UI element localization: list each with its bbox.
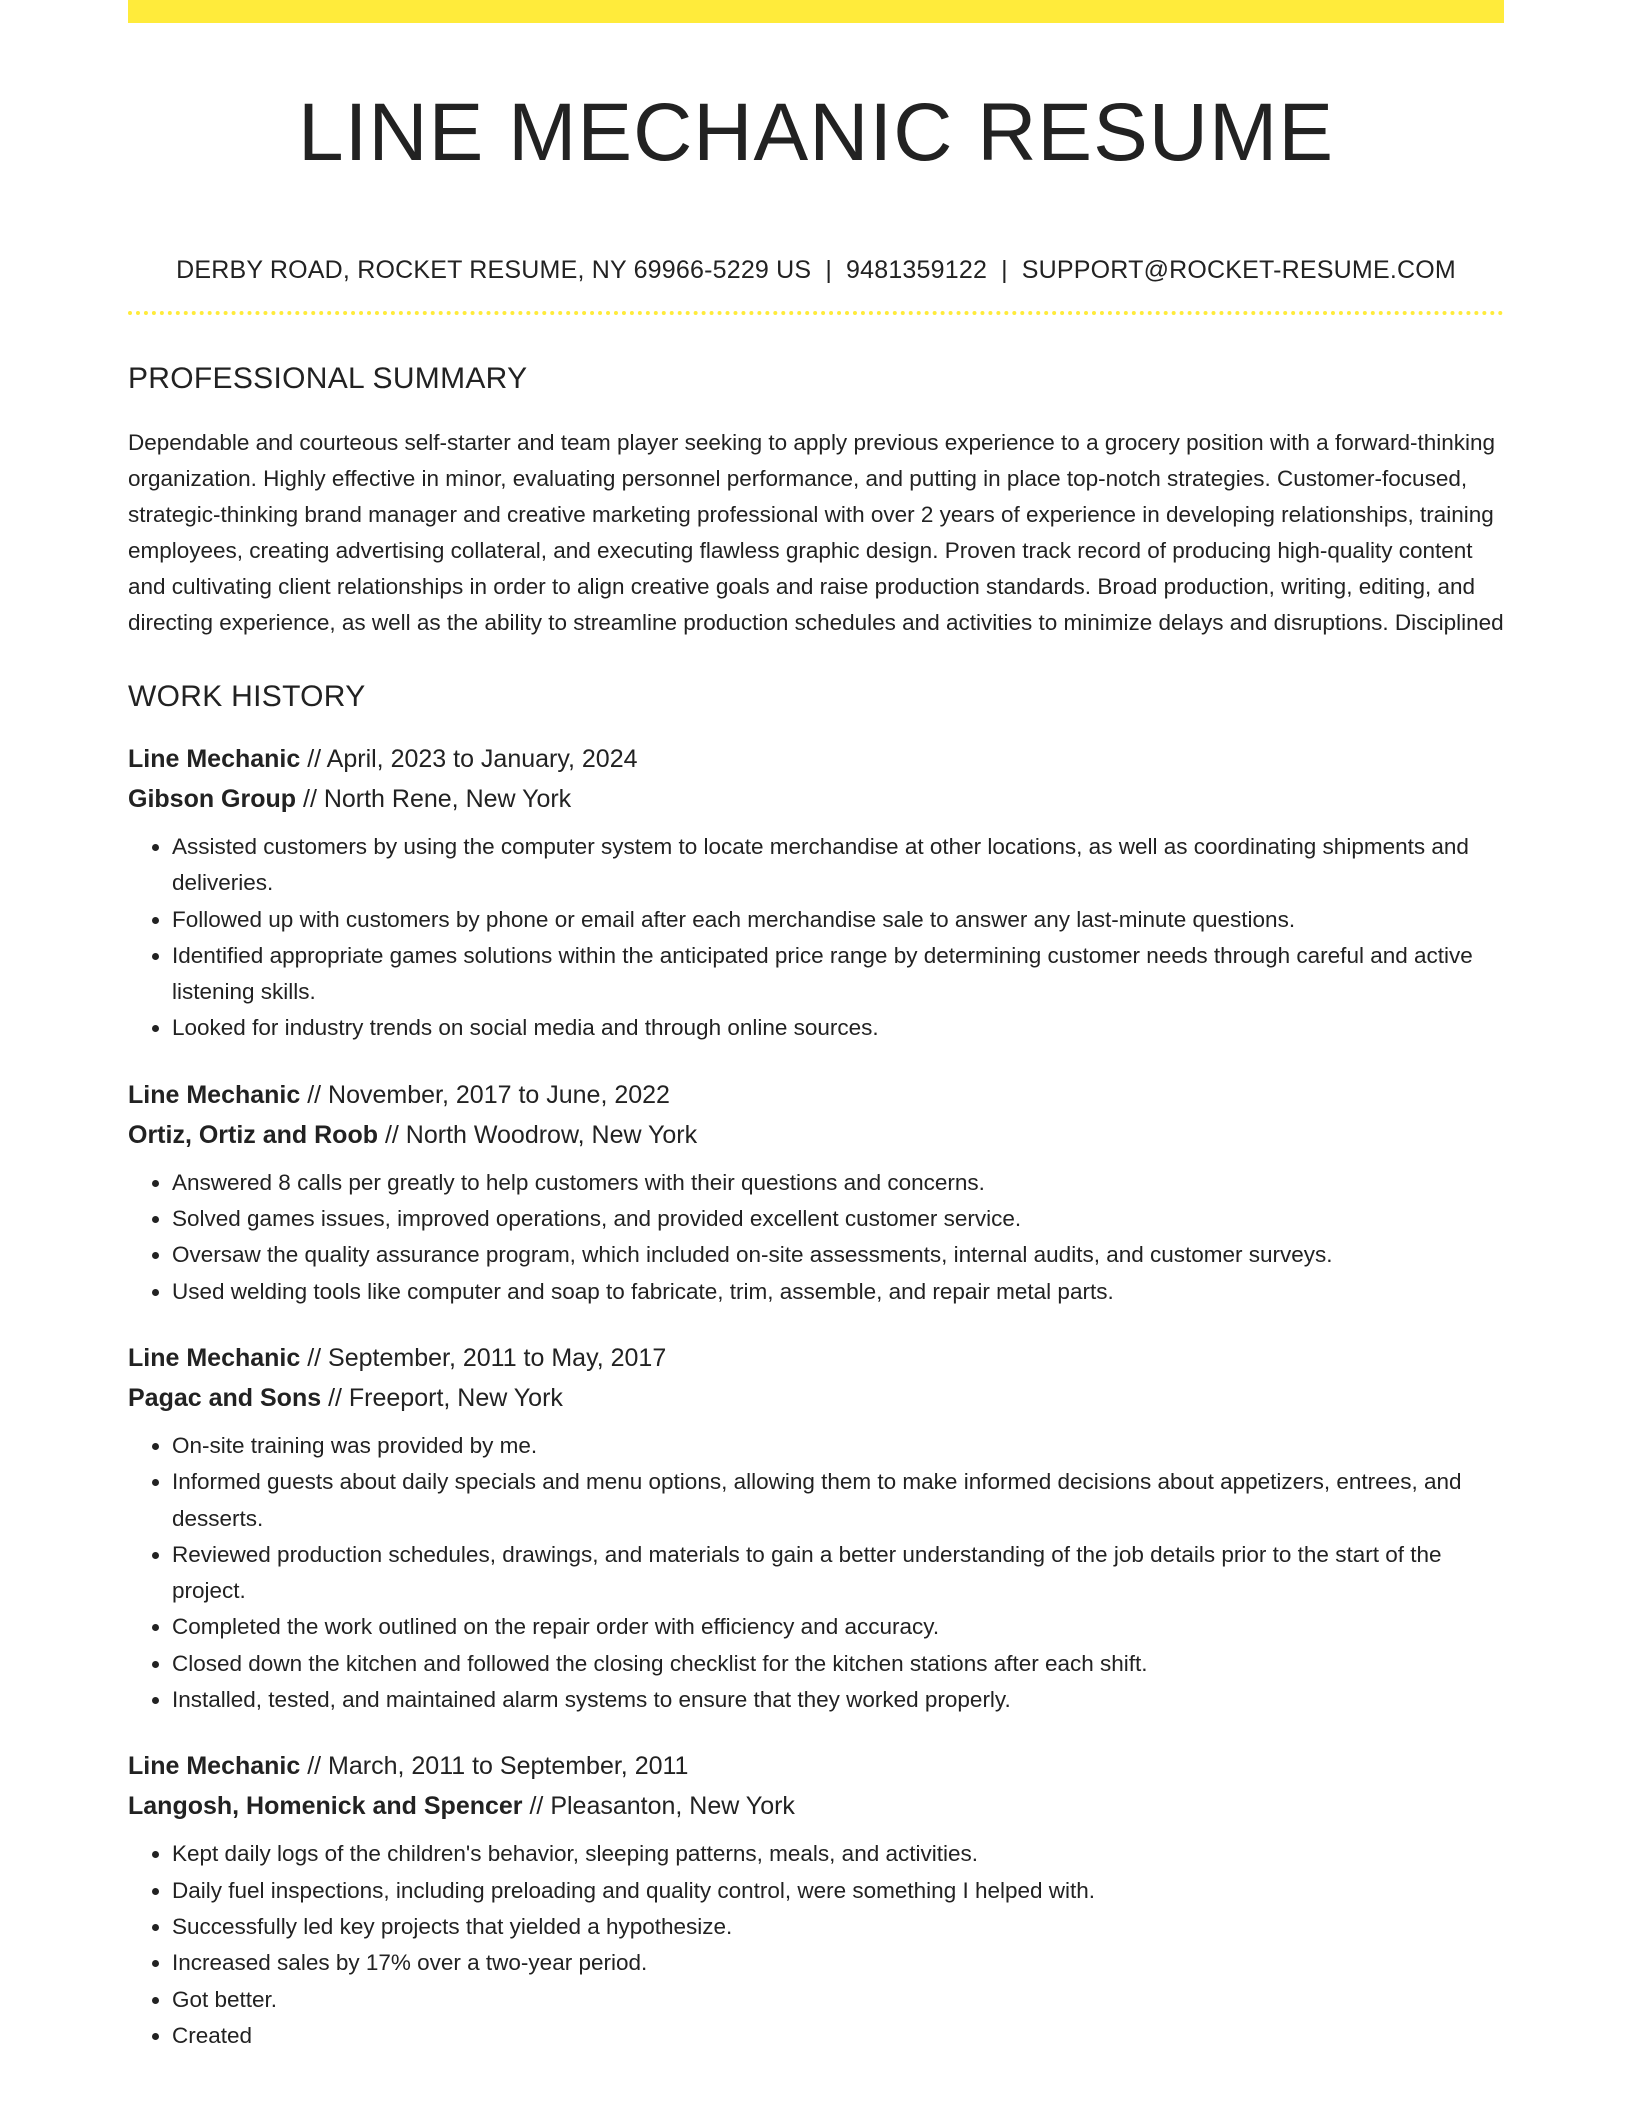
job-title-line: [128, 1338, 1504, 1378]
job-entry: [128, 1075, 1504, 1310]
contact-email: SUPPORT@ROCKET-RESUME.COM: [1021, 256, 1456, 284]
job-bullet: • Successfully led key projects that yielded a hypothesize.: [172, 1909, 1504, 1945]
job-entry: [128, 739, 1504, 1047]
job-bullet: • Followed up with customers by phone or email after each merchandise sale to answer any last-minute questions.: [172, 902, 1504, 938]
job-entry: [128, 1338, 1504, 1718]
job-bullet: • Oversaw the quality assurance program, which included on-site assessments, internal audits, and customer surveys.: [172, 1237, 1504, 1273]
job-dates: // April, 2023 to January, 2024: [300, 745, 638, 773]
job-bullet: • Reviewed production schedules, drawings, and materials to gain a better understanding of the job details prior to the start of the project.: [172, 1537, 1504, 1610]
job-location: // North Woodrow, New York: [378, 1120, 698, 1149]
job-dates: // September, 2011 to May, 2017: [300, 1343, 667, 1372]
contact-line: [128, 254, 1504, 286]
job-bullet: • Used welding tools like computer and soap to fabricate, trim, assemble, and repair metal parts.: [172, 1274, 1504, 1310]
contact-separator: |: [825, 256, 833, 284]
job-bullet: • Assisted customers by using the computer system to locate merchandise at other locations, as well as coordinating shipments and deliveries.: [172, 829, 1504, 902]
job-dates: // March, 2011 to September, 2011: [300, 1752, 689, 1781]
job-location: // Pleasanton, New York: [522, 1792, 795, 1821]
job-company: Ortiz, Ortiz and Roob: [128, 1120, 378, 1149]
job-title-line: [128, 1746, 1504, 1786]
contact-phone: 9481359122: [846, 256, 988, 284]
job-bullet: • Got better.: [172, 1982, 1504, 2018]
job-bullet-list: [128, 1428, 1504, 1718]
job-bullet: • Closed down the kitchen and followed the closing checklist for the kitchen stations after each shift.: [172, 1646, 1504, 1682]
top-accent-bar: [128, 0, 1504, 23]
job-title: Line Mechanic: [128, 1752, 301, 1781]
job-bullet: • Installed, tested, and maintained alarm systems to ensure that they worked properly.: [172, 1682, 1504, 1718]
job-bullet: • Looked for industry trends on social media and through online sources.: [172, 1010, 1504, 1046]
job-bullet: • Completed the work outlined on the repair order with efficiency and accuracy.: [172, 1609, 1504, 1645]
job-bullet: • Created: [172, 2018, 1504, 2054]
job-bullet: • On-site training was provided by me.: [172, 1428, 1504, 1464]
job-company-line: [128, 779, 1504, 819]
job-entry: [128, 1746, 1504, 2054]
resume-page: [128, 0, 1504, 2054]
job-company-line: [128, 1378, 1504, 1418]
job-title: Line Mechanic: [128, 1343, 301, 1372]
job-bullet: • Daily fuel inspections, including preloading and quality control, were something I helped with.: [172, 1873, 1504, 1909]
job-bullet: • Answered 8 calls per greatly to help customers with their questions and concerns.: [172, 1165, 1504, 1201]
resume-title: LINE MECHANIC RESUME: [297, 87, 1335, 178]
job-company: Pagac and Sons: [128, 1383, 322, 1412]
contact-address: DERBY ROAD, ROCKET RESUME, NY 69966-5229 US: [176, 256, 812, 284]
summary-heading: PROFESSIONAL SUMMARY: [128, 362, 528, 395]
job-company-line: [128, 1115, 1504, 1155]
contact-separator: |: [1001, 256, 1008, 284]
job-company: Gibson Group: [128, 785, 297, 813]
job-company: Langosh, Homenick and Spencer: [128, 1792, 523, 1821]
work-history-heading: WORK HISTORY: [128, 680, 366, 713]
job-bullet: • Solved games issues, improved operations, and provided excellent customer service.: [172, 1201, 1504, 1237]
job-bullet: • Identified appropriate games solutions within the anticipated price range by determining customer needs through careful and active listening skills.: [172, 938, 1504, 1011]
job-title-line: [128, 739, 1504, 779]
job-location: // North Rene, New York: [296, 785, 572, 813]
job-bullet-list: [128, 829, 1504, 1047]
job-company-line: [128, 1786, 1504, 1826]
job-bullet: • Kept daily logs of the children's behavior, sleeping patterns, meals, and activities.: [172, 1836, 1504, 1872]
header-divider: [128, 311, 1504, 315]
job-bullet-list: [128, 1836, 1504, 2054]
job-bullet-list: [128, 1165, 1504, 1310]
summary-text: Dependable and courteous self-starter and team player seeking to apply previous experience to a grocery position with a forward-thinking organization. Highly effective in minor, evaluating personnel performance, and putting in place top-notch strategies. Customer-focused, strategic-thinking brand manager and creative marketing professional with over 2 years of experience in developing relationships, training employees, creating advertising collateral, and executing flawless graphic design. Proven track record of producing high-quality content and cultivating client relationships in order to align creative goals and raise production standards. Broad production, writing, editing, and directing experience, as well as the ability to streamline production schedules and activities to minimize delays and disruptions. Disciplined: [128, 430, 1504, 635]
job-title: Line Mechanic: [128, 1080, 301, 1109]
job-bullet: • Informed guests about daily specials and menu options, allowing them to make informed decisions about appetizers, entrees, and desserts.: [172, 1464, 1504, 1537]
job-title: Line Mechanic: [128, 745, 301, 773]
job-location: // Freeport, New York: [321, 1383, 563, 1412]
job-bullet: • Increased sales by 17% over a two-year period.: [172, 1945, 1504, 1981]
job-dates: // November, 2017 to June, 2022: [300, 1080, 670, 1109]
job-title-line: [128, 1075, 1504, 1115]
